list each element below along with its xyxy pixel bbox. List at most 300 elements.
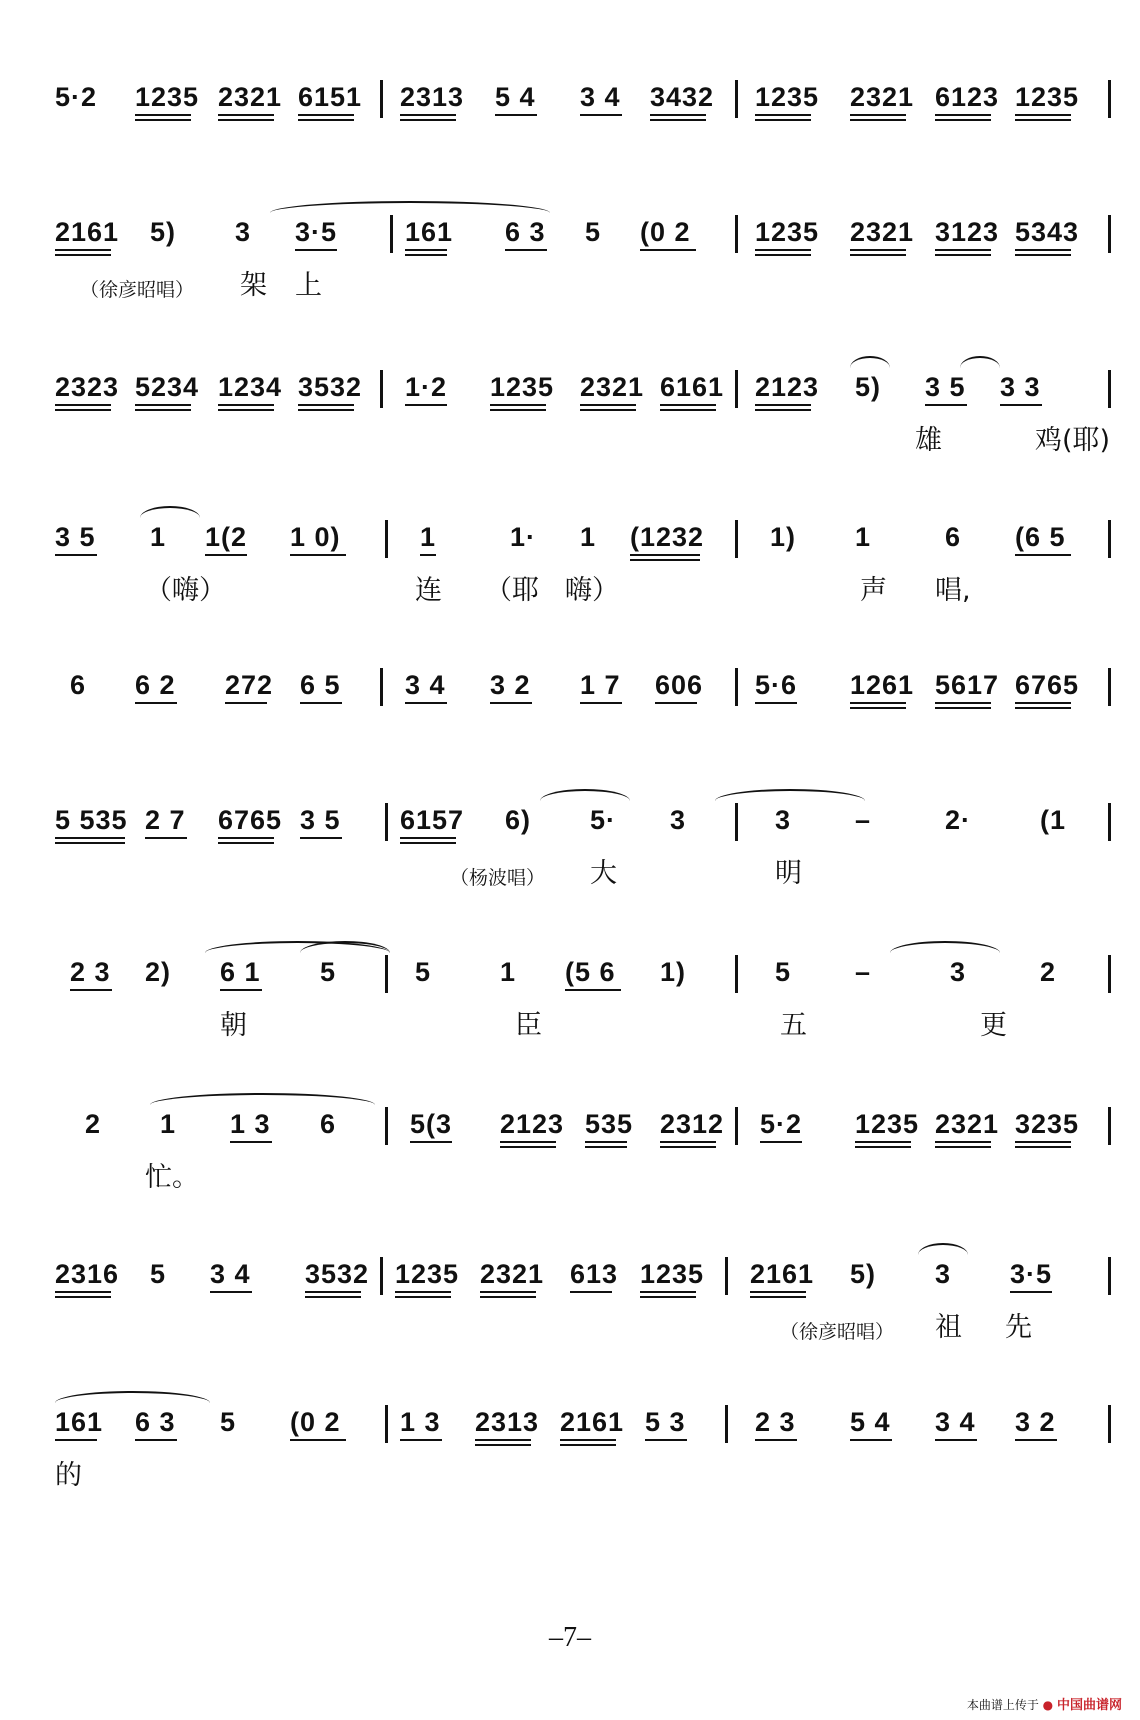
- barline: [735, 520, 738, 558]
- duration-underline: [640, 1291, 696, 1293]
- duration-underline: [850, 1439, 892, 1441]
- note-group: 3 5: [55, 522, 96, 552]
- slur-arc: [850, 356, 890, 368]
- note-group: 2313: [400, 82, 465, 112]
- note-group: 5234: [135, 372, 200, 402]
- duration-underline: [55, 409, 111, 411]
- note-group: 1235: [395, 1259, 460, 1289]
- site-footer: [967, 1694, 1122, 1713]
- note-group: 2 7: [145, 805, 186, 835]
- duration-underline: [935, 254, 991, 256]
- note-group: 5·: [590, 805, 617, 835]
- duration-underline: [395, 1291, 451, 1293]
- note-group: 5): [855, 372, 882, 402]
- barline: [380, 1257, 383, 1295]
- barline: [735, 1107, 738, 1145]
- duration-underline: [935, 114, 991, 116]
- lyric-syllable: 先: [1005, 1312, 1032, 1343]
- duration-underline: [55, 1296, 111, 1298]
- note-group: (1: [1040, 805, 1067, 835]
- note-group: 2·: [945, 805, 972, 835]
- duration-underline: [850, 119, 906, 121]
- duration-underline: [218, 409, 274, 411]
- duration-underline: [580, 404, 636, 406]
- duration-underline: [135, 119, 191, 121]
- duration-underline: [135, 1439, 177, 1441]
- note-group: 5: [775, 957, 792, 987]
- duration-underline: [135, 702, 177, 704]
- note-group: 1261: [850, 670, 915, 700]
- note-group: 1: [160, 1109, 177, 1139]
- slur-arc: [140, 506, 200, 518]
- note-group: 5 535: [55, 805, 128, 835]
- lyric-syllable: 祖: [935, 1312, 962, 1343]
- note-group: 5): [850, 1259, 877, 1289]
- note-group: 6): [505, 805, 532, 835]
- note-group: 6: [945, 522, 962, 552]
- note-group: 272: [225, 670, 274, 700]
- note-group: 6 1: [220, 957, 261, 987]
- note-group: 3 5: [925, 372, 966, 402]
- lyric-syllable: 唱,: [935, 575, 971, 606]
- score-line: [0, 520, 1140, 606]
- note-group: 5: [585, 217, 602, 247]
- duration-underline: [400, 837, 456, 839]
- duration-underline: [298, 404, 354, 406]
- note-group: (0 2: [290, 1407, 341, 1437]
- note-group: 5: [415, 957, 432, 987]
- duration-underline: [500, 1141, 556, 1143]
- note-group: 5343: [1015, 217, 1080, 247]
- duration-underline: [55, 1291, 111, 1293]
- note-group: 5: [320, 957, 337, 987]
- lyric-syllable: 嗨）: [565, 575, 619, 606]
- duration-underline: [218, 114, 274, 116]
- barline: [1108, 1257, 1111, 1295]
- note-group: 5): [150, 217, 177, 247]
- duration-underline: [55, 404, 111, 406]
- barline: [380, 370, 383, 408]
- note-group: –: [855, 957, 872, 987]
- note-group: 2): [145, 957, 172, 987]
- duration-underline: [630, 559, 700, 561]
- note-group: 6151: [298, 82, 363, 112]
- duration-underline: [570, 1291, 612, 1293]
- lyric-syllable: 架: [240, 270, 267, 301]
- note-group: 3·5: [295, 217, 338, 247]
- lyric-syllable: 臣: [515, 1010, 542, 1041]
- duration-underline: [218, 837, 274, 839]
- duration-underline: [70, 989, 112, 991]
- duration-underline: [935, 119, 991, 121]
- barline: [1108, 370, 1111, 408]
- note-group: 6157: [400, 805, 465, 835]
- note-group: 161: [405, 217, 454, 247]
- note-group: 1: [500, 957, 517, 987]
- note-group: 3 4: [405, 670, 446, 700]
- duration-underline: [755, 409, 811, 411]
- lyric-syllable: 连: [415, 575, 442, 606]
- duration-underline: [760, 1141, 802, 1143]
- note-group: 2321: [480, 1259, 545, 1289]
- note-group: 2161: [560, 1407, 625, 1437]
- note-group: 6 2: [135, 670, 176, 700]
- note-group: 3 4: [935, 1407, 976, 1437]
- duration-underline: [560, 1439, 616, 1441]
- note-group: 2123: [500, 1109, 565, 1139]
- duration-underline: [660, 409, 716, 411]
- duration-underline: [55, 842, 125, 844]
- note-group: 1 7: [580, 670, 621, 700]
- duration-underline: [500, 1146, 556, 1148]
- note-group: 5·2: [760, 1109, 803, 1139]
- duration-underline: [420, 554, 436, 556]
- barline: [735, 370, 738, 408]
- note-group: 2321: [850, 82, 915, 112]
- note-group: 6 3: [135, 1407, 176, 1437]
- lyric-syllable: 上: [295, 270, 322, 301]
- note-group: 2: [1040, 957, 1057, 987]
- duration-underline: [298, 119, 354, 121]
- duration-underline: [750, 1291, 806, 1293]
- barline: [390, 215, 393, 253]
- duration-underline: [298, 114, 354, 116]
- lyric-syllable: 朝: [220, 1010, 247, 1041]
- score-line: [0, 370, 1140, 456]
- duration-underline: [580, 702, 622, 704]
- barline: [725, 1405, 728, 1443]
- barline: [1108, 803, 1111, 841]
- slur-arc: [150, 1093, 375, 1105]
- barline: [1108, 80, 1111, 118]
- duration-underline: [850, 114, 906, 116]
- note-group: 3235: [1015, 1109, 1080, 1139]
- duration-underline: [400, 1439, 442, 1441]
- duration-underline: [1015, 1141, 1071, 1143]
- duration-underline: [410, 1141, 452, 1143]
- singer-label: （徐彦昭唱）: [80, 279, 195, 301]
- note-group: 3532: [298, 372, 363, 402]
- duration-underline: [145, 837, 187, 839]
- note-group: 2161: [750, 1259, 815, 1289]
- note-group: 1: [580, 522, 597, 552]
- slur-arc: [270, 201, 550, 213]
- duration-underline: [935, 1146, 991, 1148]
- note-group: 5(3: [410, 1109, 453, 1139]
- duration-underline: [395, 1296, 451, 1298]
- duration-underline: [755, 702, 797, 704]
- note-group: 1·2: [405, 372, 448, 402]
- duration-underline: [298, 409, 354, 411]
- slur-arc: [890, 941, 1000, 953]
- lyric-syllable: 五: [780, 1010, 807, 1041]
- duration-underline: [490, 702, 532, 704]
- note-group: 1235: [1015, 82, 1080, 112]
- duration-underline: [220, 989, 262, 991]
- note-group: –: [855, 805, 872, 835]
- duration-underline: [230, 1141, 272, 1143]
- note-group: 2321: [580, 372, 645, 402]
- duration-underline: [55, 554, 97, 556]
- note-group: 1235: [755, 82, 820, 112]
- duration-underline: [935, 1141, 991, 1143]
- duration-underline: [650, 119, 706, 121]
- duration-underline: [855, 1146, 911, 1148]
- barline: [1108, 520, 1111, 558]
- note-group: 1): [770, 522, 797, 552]
- duration-underline: [295, 249, 337, 251]
- note-group: 1235: [490, 372, 555, 402]
- barline: [735, 955, 738, 993]
- note-group: (0 2: [640, 217, 691, 247]
- note-group: 6161: [660, 372, 725, 402]
- note-group: 2123: [755, 372, 820, 402]
- barline: [385, 803, 388, 841]
- note-group: 5617: [935, 670, 1000, 700]
- note-group: 613: [570, 1259, 619, 1289]
- slur-arc: [715, 789, 865, 801]
- duration-underline: [135, 114, 191, 116]
- duration-underline: [660, 1146, 716, 1148]
- duration-underline: [1015, 1146, 1071, 1148]
- duration-underline: [55, 254, 111, 256]
- note-group: 2 3: [755, 1407, 796, 1437]
- barline: [385, 520, 388, 558]
- duration-underline: [585, 1141, 627, 1143]
- duration-underline: [850, 254, 906, 256]
- barline: [1108, 1405, 1111, 1443]
- duration-underline: [400, 114, 456, 116]
- duration-underline: [650, 114, 706, 116]
- duration-underline: [1015, 707, 1071, 709]
- score-line: [0, 803, 1140, 889]
- note-group: (5 6: [565, 957, 616, 987]
- duration-underline: [1015, 554, 1071, 556]
- duration-underline: [135, 404, 191, 406]
- duration-underline: [755, 114, 811, 116]
- note-group: 3 3: [1000, 372, 1041, 402]
- duration-underline: [935, 707, 991, 709]
- duration-underline: [218, 119, 274, 121]
- duration-underline: [850, 249, 906, 251]
- note-group: 3532: [305, 1259, 370, 1289]
- duration-underline: [400, 842, 456, 844]
- duration-underline: [305, 1296, 361, 1298]
- note-group: 1235: [855, 1109, 920, 1139]
- duration-underline: [755, 249, 811, 251]
- note-group: 1(2: [205, 522, 248, 552]
- note-group: 1: [150, 522, 167, 552]
- note-group: 6: [70, 670, 87, 700]
- duration-underline: [1015, 1439, 1057, 1441]
- note-group: 1235: [755, 217, 820, 247]
- note-group: 6: [320, 1109, 337, 1139]
- score-line: [0, 1257, 1140, 1343]
- duration-underline: [405, 404, 447, 406]
- duration-underline: [660, 404, 716, 406]
- score-line: [0, 80, 1140, 140]
- note-group: 5·2: [55, 82, 98, 112]
- lyric-syllable: （耶: [485, 575, 539, 606]
- site-logo-icon: ●: [1042, 1698, 1054, 1712]
- note-group: 161: [55, 1407, 104, 1437]
- duration-underline: [585, 1146, 627, 1148]
- note-group: 3: [775, 805, 792, 835]
- duration-underline: [1015, 702, 1071, 704]
- duration-underline: [640, 249, 696, 251]
- duration-underline: [300, 837, 342, 839]
- note-group: 1234: [218, 372, 283, 402]
- note-group: 3: [935, 1259, 952, 1289]
- note-group: 1: [855, 522, 872, 552]
- lyric-syllable: 雄: [915, 425, 942, 456]
- note-group: 5 3: [645, 1407, 686, 1437]
- duration-underline: [925, 404, 967, 406]
- note-group: (1232: [630, 522, 705, 552]
- duration-underline: [55, 1439, 97, 1441]
- duration-underline: [935, 702, 991, 704]
- note-group: 6765: [1015, 670, 1080, 700]
- note-group: 1: [420, 522, 437, 552]
- lyric-syllable: 大: [590, 858, 617, 889]
- note-group: 2: [85, 1109, 102, 1139]
- duration-underline: [755, 404, 811, 406]
- note-group: 2321: [850, 217, 915, 247]
- note-group: 3123: [935, 217, 1000, 247]
- duration-underline: [495, 114, 537, 116]
- note-group: 5 4: [495, 82, 536, 112]
- footer-text: 本曲谱上传于: [966, 1698, 1039, 1712]
- barline: [735, 803, 738, 841]
- duration-underline: [210, 1291, 252, 1293]
- note-group: 5: [220, 1407, 237, 1437]
- note-group: 1 3: [400, 1407, 441, 1437]
- duration-underline: [755, 254, 811, 256]
- duration-underline: [850, 702, 906, 704]
- duration-underline: [565, 989, 621, 991]
- note-group: 606: [655, 670, 704, 700]
- barline: [385, 955, 388, 993]
- duration-underline: [855, 1141, 911, 1143]
- barline: [1108, 1107, 1111, 1145]
- barline: [735, 668, 738, 706]
- note-group: 5: [150, 1259, 167, 1289]
- barline: [380, 668, 383, 706]
- note-group: 3 5: [300, 805, 341, 835]
- barline: [735, 80, 738, 118]
- score-line: [0, 668, 1140, 728]
- duration-underline: [55, 249, 111, 251]
- barline: [1108, 955, 1111, 993]
- slur-arc: [918, 1243, 968, 1255]
- note-group: 3 2: [1015, 1407, 1056, 1437]
- slur-arc: [55, 1391, 210, 1403]
- lyric-syllable: 声: [860, 575, 887, 606]
- note-group: 6765: [218, 805, 283, 835]
- duration-underline: [1000, 404, 1042, 406]
- note-group: 2 3: [70, 957, 111, 987]
- duration-underline: [660, 1141, 716, 1143]
- lyric-syllable: 鸡(耶): [1035, 425, 1111, 456]
- note-group: 2321: [218, 82, 283, 112]
- duration-underline: [480, 1296, 536, 1298]
- note-group: (6 5: [1015, 522, 1066, 552]
- note-group: 6123: [935, 82, 1000, 112]
- lyric-syllable: 更: [980, 1010, 1007, 1041]
- note-group: 1·: [510, 522, 537, 552]
- note-group: 3 4: [210, 1259, 251, 1289]
- duration-underline: [1015, 249, 1071, 251]
- duration-underline: [225, 702, 267, 704]
- duration-underline: [290, 1439, 346, 1441]
- note-group: 3432: [650, 82, 715, 112]
- singer-label: （徐彦昭唱）: [780, 1321, 895, 1343]
- duration-underline: [405, 249, 447, 251]
- note-group: 6 5: [300, 670, 341, 700]
- score-line: [0, 955, 1140, 1041]
- note-group: 2316: [55, 1259, 120, 1289]
- barline: [380, 80, 383, 118]
- duration-underline: [400, 119, 456, 121]
- note-group: 3: [950, 957, 967, 987]
- duration-underline: [135, 409, 191, 411]
- duration-underline: [640, 1296, 696, 1298]
- duration-underline: [580, 114, 622, 116]
- duration-underline: [505, 249, 547, 251]
- duration-underline: [1010, 1291, 1052, 1293]
- note-group: 535: [585, 1109, 634, 1139]
- duration-underline: [218, 404, 274, 406]
- note-group: 5·6: [755, 670, 798, 700]
- lyric-syllable: 忙。: [145, 1162, 199, 1193]
- duration-underline: [1015, 119, 1071, 121]
- duration-underline: [580, 409, 636, 411]
- note-group: 1235: [135, 82, 200, 112]
- lyric-syllable: 明: [775, 858, 802, 889]
- note-group: 1): [660, 957, 687, 987]
- singer-label: （杨波唱）: [450, 867, 546, 889]
- slur-arc: [960, 356, 1000, 368]
- barline: [385, 1405, 388, 1443]
- duration-underline: [475, 1439, 531, 1441]
- note-group: 1 0): [290, 522, 341, 552]
- duration-underline: [935, 1439, 977, 1441]
- note-group: 2161: [55, 217, 120, 247]
- note-group: 2312: [660, 1109, 725, 1139]
- slur-arc: [540, 789, 630, 801]
- lyric-syllable: （嗨）: [145, 575, 226, 606]
- score-line: [0, 215, 1140, 301]
- note-group: 6 3: [505, 217, 546, 247]
- duration-underline: [1015, 114, 1071, 116]
- duration-underline: [755, 119, 811, 121]
- barline: [1108, 215, 1111, 253]
- duration-underline: [655, 702, 697, 704]
- score-line: [0, 1405, 1140, 1491]
- duration-underline: [305, 1291, 361, 1293]
- duration-underline: [850, 707, 906, 709]
- note-group: 5 4: [850, 1407, 891, 1437]
- duration-underline: [405, 254, 447, 256]
- note-group: 3: [670, 805, 687, 835]
- duration-underline: [935, 249, 991, 251]
- barline: [735, 215, 738, 253]
- page-number: –7–: [549, 1622, 591, 1653]
- duration-underline: [475, 1444, 531, 1446]
- duration-underline: [218, 842, 274, 844]
- duration-underline: [290, 554, 346, 556]
- note-group: 3 2: [490, 670, 531, 700]
